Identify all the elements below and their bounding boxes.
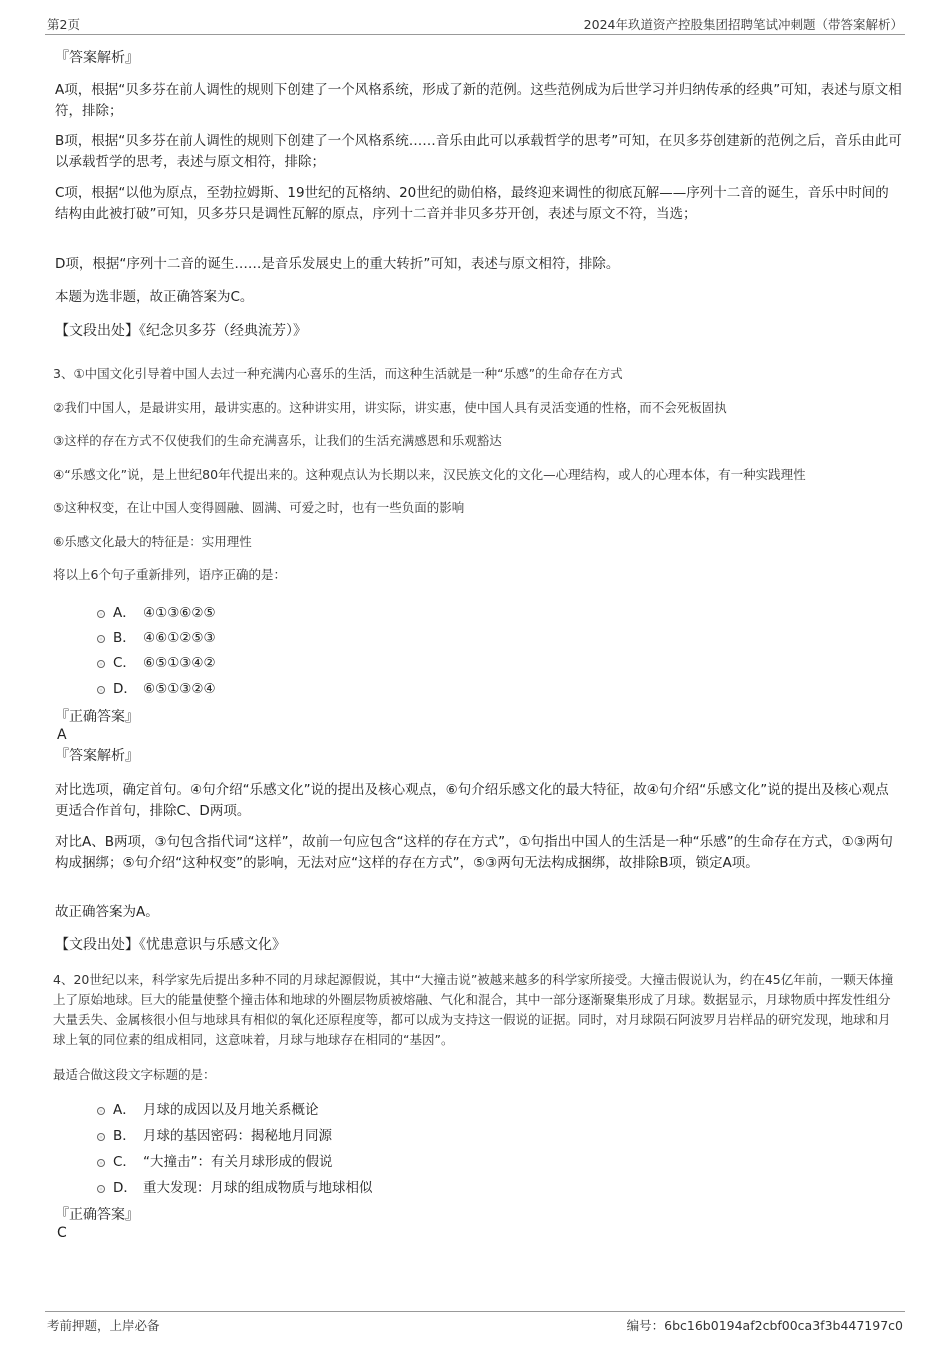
q3-option-c[interactable]: C． ⑥⑤①③④② bbox=[97, 653, 216, 673]
radio-icon[interactable] bbox=[97, 610, 105, 618]
q3-sentence-1: 3、①中国文化引导着中国人去过一种充满内心喜乐的生活，而这种生活就是一种“乐感”的生命存在方式 bbox=[53, 366, 623, 381]
q3-sentence-5: ⑤这种权变，在让中国人变得圆融、圆满、可爱之时，也有一些负面的影响 bbox=[53, 500, 465, 515]
q3-option-b[interactable]: B． ④⑥①②⑤③ bbox=[97, 628, 216, 648]
q4-option-d[interactable]: D． 重大发现：月球的组成物质与地球相似 bbox=[97, 1178, 373, 1198]
q3-sentence-6: ⑥乐感文化最大的特征是：实用理性 bbox=[53, 534, 252, 549]
q3-correct-label: 『正确答案』 bbox=[55, 709, 139, 725]
q4-option-a[interactable]: A． 月球的成因以及月地关系概论 bbox=[97, 1100, 319, 1120]
q2-source: 【文段出处】《纪念贝多芬（经典流芳）》 bbox=[55, 323, 307, 339]
q3-option-a[interactable]: A． ④①③⑥②⑤ bbox=[97, 603, 216, 623]
q3-analysis-label: 『答案解析』 bbox=[55, 748, 139, 764]
q4-question: 最适合做这段文字标题的是： bbox=[53, 1067, 216, 1082]
page-number: 第2页 bbox=[47, 17, 80, 32]
q3-option-d[interactable]: D． ⑥⑤①③②④ bbox=[97, 679, 216, 699]
q4-correct-answer: C bbox=[57, 1225, 67, 1241]
q4-correct-label: 『正确答案』 bbox=[55, 1207, 139, 1223]
q4-option-c[interactable]: C． “大撞击”：有关月球形成的假说 bbox=[97, 1152, 333, 1172]
radio-icon[interactable] bbox=[97, 660, 105, 668]
q3-sentence-4: ④“乐感文化”说，是上世纪80年代提出来的。这种观点认为长期以来，汉民族文化的文化—心理结构，或人的心理本体，有一种实践理性 bbox=[53, 467, 806, 482]
q3-correct-answer: A bbox=[57, 727, 67, 743]
page-header bbox=[45, 12, 905, 35]
document-id: 编号：6bc16b0194af2cbf00ca3f3b447197c0 bbox=[626, 1318, 903, 1333]
q2-analysis-label: 『答案解析』 bbox=[55, 50, 139, 66]
radio-icon[interactable] bbox=[97, 1159, 105, 1167]
radio-icon[interactable] bbox=[97, 1185, 105, 1193]
q2-analysis-c: C项，根据“以他为原点，至勃拉姆斯、19世纪的瓦格纳、20世纪的勋伯格，最终迎来调性的彻底瓦解——序列十二音的诞生，音乐中时间的结构由此被打破”可知，贝多芬只是调性瓦解的原点，序列十二音并非贝多芬开创，表述与原文不符，当选； bbox=[55, 185, 889, 222]
page-footer bbox=[45, 1311, 905, 1334]
radio-icon[interactable] bbox=[97, 635, 105, 643]
footer-slogan: 考前押题，上岸必备 bbox=[47, 1318, 160, 1333]
q3-conclusion: 故正确答案为A。 bbox=[55, 904, 159, 920]
q4-stem: 4、20世纪以来，科学家先后提出多种不同的月球起源假说，其中“大撞击说”被越来越多的科学家所接受。大撞击假说认为，约在45亿年前，一颗天体撞上了原始地球。巨大的能量使整个撞击体和地球的外圈层物质被熔融、气化和混合，其中一部分逐渐聚集形成了月球。数据显示，月球物质中挥发性组分大量丢失、金属核很小但与地球具有相似的氧化还原程度等，都可以成为支持这一假说的证据。同时，对月球陨石阿波罗月岩样品的研究发现，地球和月球上氧的同位素的组成相同，这意味着，月球与地球存在相同的“基因”。 bbox=[53, 972, 894, 1047]
radio-icon[interactable] bbox=[97, 686, 105, 694]
q4-option-b[interactable]: B． 月球的基因密码：揭秘地月同源 bbox=[97, 1126, 332, 1146]
q3-question: 将以上6个句子重新排列，语序正确的是： bbox=[53, 567, 286, 582]
q2-analysis-d: D项，根据“序列十二音的诞生……是音乐发展史上的重大转折”可知，表述与原文相符，排除。 bbox=[55, 256, 620, 272]
q2-conclusion: 本题为选非题，故正确答案为C。 bbox=[55, 289, 254, 305]
q2-analysis-b: B项，根据“贝多芬在前人调性的规则下创建了一个风格系统……音乐由此可以承载哲学的思考”可知，在贝多芬创建新的范例之后，音乐由此可以承载哲学的思考，表述与原文相符，排除； bbox=[55, 133, 902, 170]
q3-sentence-3: ③这样的存在方式不仅使我们的生命充满喜乐，让我们的生活充满感恩和乐观豁达 bbox=[53, 433, 502, 448]
q2-analysis-a: A项，根据“贝多芬在前人调性的规则下创建了一个风格系统，形成了新的范例。这些范例成为后世学习并归纳传承的经典”可知，表述与原文相符，排除； bbox=[55, 82, 902, 119]
q3-analysis-2: 对比A、B两项，③句包含指代词“这样”，故前一句应包含“这样的存在方式”，①句指出中国人的生活是一种“乐感”的生命存在方式，①③两句构成捆绑；⑤句介绍“这种权变”的影响，无法对应“这样的存在方式”，⑤③两句无法构成捆绑，故排除B项，锁定A项。 bbox=[55, 834, 893, 871]
q3-sentence-2: ②我们中国人，是最讲实用，最讲实惠的。这种讲实用，讲实际，讲实惠，使中国人具有灵活变通的性格，而不会死板固执 bbox=[53, 400, 727, 415]
q3-source: 【文段出处】《忧患意识与乐感文化》 bbox=[55, 937, 286, 953]
radio-icon[interactable] bbox=[97, 1133, 105, 1141]
radio-icon[interactable] bbox=[97, 1107, 105, 1115]
document-title: 2024年玖道资产控股集团招聘笔试冲刺题（带答案解析） bbox=[583, 17, 903, 32]
q3-analysis-1: 对比选项，确定首句。④句介绍“乐感文化”说的提出及核心观点，⑥句介绍乐感文化的最大特征，故④句介绍“乐感文化”说的提出及核心观点更适合作首句，排除C、D两项。 bbox=[55, 782, 889, 819]
